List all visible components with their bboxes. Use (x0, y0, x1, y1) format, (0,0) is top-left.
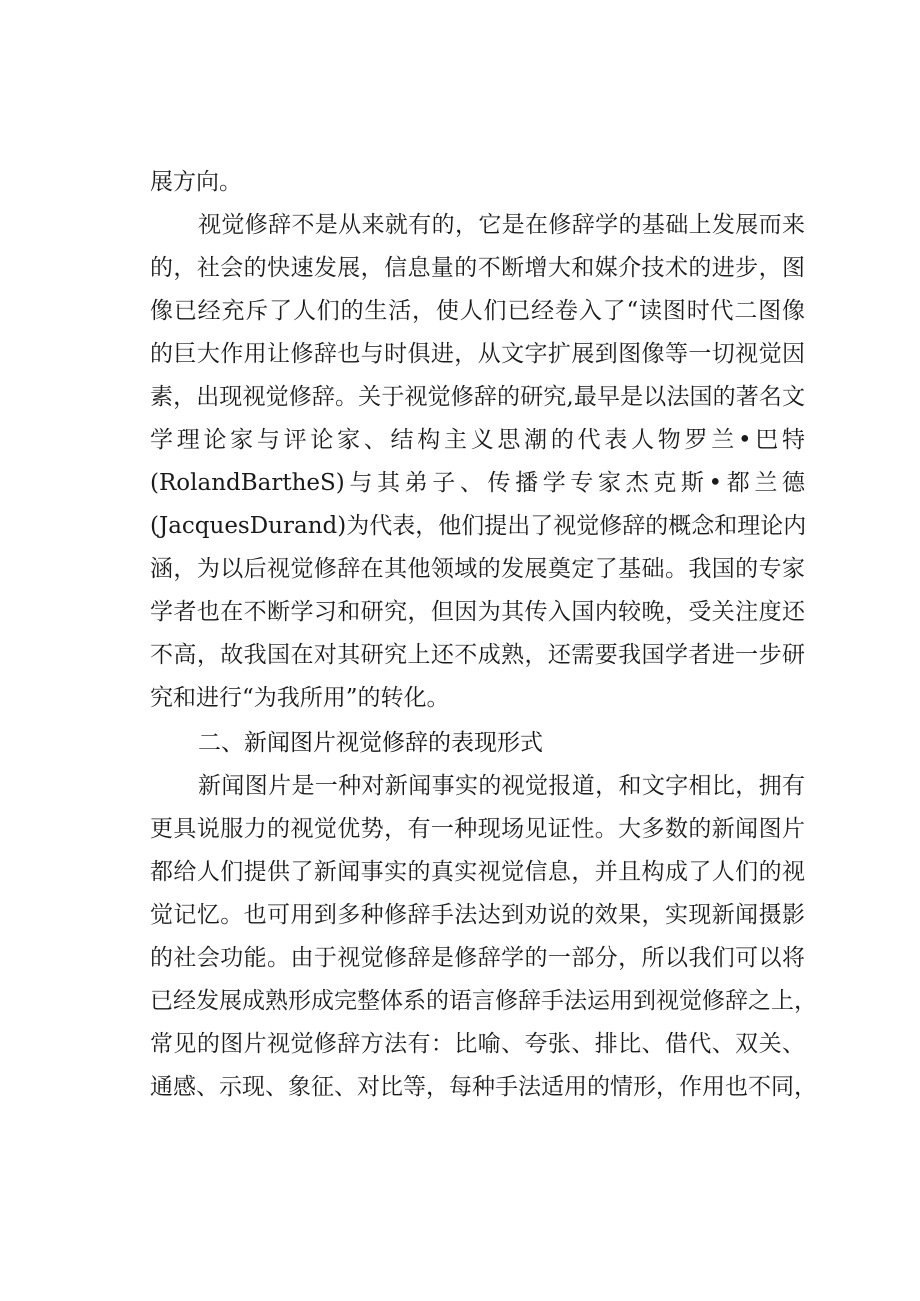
paragraph-line: 更具说服力的视觉优势，有一种现场见证性。大多数的新闻图片 (150, 816, 805, 842)
paragraph-line: 不高，故我国在对其研究上还不成熟，还需要我国学者进一步研 (150, 642, 805, 668)
paragraph-line: 素，出现视觉修辞。关于视觉修辞的研究,最早是以法国的著名文 (150, 384, 805, 410)
paragraph-line: 的巨大作用让修辞也与时俱进，从文字扩展到图像等一切视觉因 (150, 341, 805, 367)
paragraph-line: 的，社会的快速发展，信息量的不断增大和媒介技术的进步，图 (150, 255, 805, 281)
paragraph-line: 觉记忆。也可用到多种修辞手法达到劝说的效果，实现新闻摄影 (150, 902, 805, 928)
paragraph-line: 视觉修辞不是从来就有的，它是在修辞学的基础上发展而来 (198, 212, 805, 238)
paragraph-line: 的社会功能。由于视觉修辞是修辞学的一部分，所以我们可以将 (150, 945, 805, 971)
paragraph-line: 已经发展成熟形成完整体系的语言修辞手法运用到视觉修辞之上， (150, 988, 817, 1014)
paragraph-line: 学者也在不断学习和研究，但因为其传入国内较晚，受关注度还 (150, 599, 805, 625)
section-heading: 二、新闻图片视觉修辞的表现形式 (198, 730, 543, 756)
paragraph-line: (RolandBartheS)与其弟子、传播学专家杰克斯•都兰德 (150, 470, 805, 496)
paragraph-line: 像已经充斥了人们的生活，使人们已经卷入了“读图时代二图像 (150, 298, 805, 324)
paragraph-line: 究和进行“为我所用”的转化。 (150, 685, 450, 711)
paragraph-line: 新闻图片是一种对新闻事实的视觉报道，和文字相比，拥有 (198, 773, 805, 799)
paragraph-line: 通感、示现、象征、对比等，每种手法适用的情形，作用也不同， (150, 1074, 817, 1100)
paragraph-line: 都给人们提供了新闻事实的真实视觉信息，并且构成了人们的视 (150, 859, 805, 885)
paragraph-line: 常见的图片视觉修辞方法有：比喻、夸张、排比、借代、双关、 (150, 1031, 805, 1057)
paragraph-line: 涵，为以后视觉修辞在其他领域的发展奠定了基础。我国的专家 (150, 556, 805, 582)
paragraph-line: (JacquesDurand)为代表，他们提出了视觉修辞的概念和理论内 (150, 513, 807, 539)
paragraph-line: 展方向。 (150, 169, 242, 195)
paragraph-line: 学理论家与评论家、结构主义思潮的代表人物罗兰•巴特 (150, 427, 805, 453)
